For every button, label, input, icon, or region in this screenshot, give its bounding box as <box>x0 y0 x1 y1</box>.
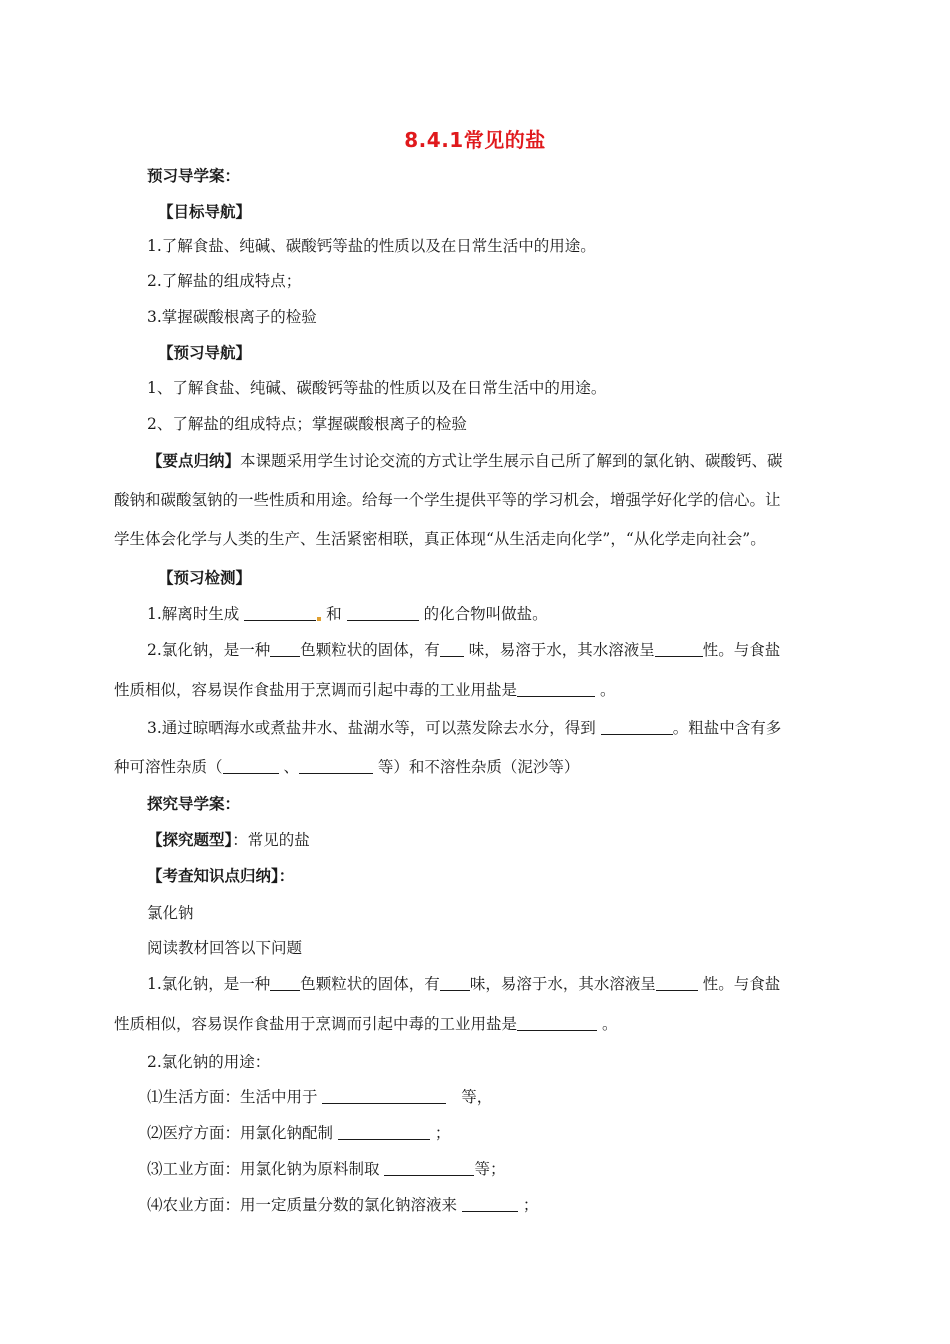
question-text: ； <box>434 1124 451 1142</box>
question-text: 1.解离时生成 <box>147 605 240 623</box>
question-text: 味，易溶于水，其水溶液呈 <box>468 641 655 659</box>
question-text: 和 <box>326 605 342 623</box>
question-text: 种可溶性杂质（ <box>114 758 223 776</box>
answer-blank[interactable] <box>299 757 373 774</box>
question-text: 的化合物叫做盐。 <box>423 605 548 623</box>
knowledge-heading-text: 【考查知识点归纳】 <box>147 867 279 885</box>
answer-blank[interactable] <box>322 1087 446 1104</box>
summary-line <box>147 451 783 471</box>
question-text: 性。与食盐 <box>702 975 781 993</box>
answer-blank[interactable] <box>384 1159 474 1176</box>
goal-heading: 【目标导航】 <box>158 203 252 221</box>
answer-blank[interactable] <box>655 640 703 657</box>
explore-question-2: 2.氯化钠的用途： <box>147 1053 271 1071</box>
page-title: 8.4.1常见的盐 <box>404 128 546 152</box>
answer-blank[interactable] <box>270 640 300 657</box>
question-text: 、 <box>283 758 299 776</box>
answer-blank[interactable] <box>244 604 316 621</box>
answer-blank[interactable] <box>223 757 279 774</box>
use-item-life <box>147 1087 492 1107</box>
read-label: 阅读教材回答以下问题 <box>147 939 303 957</box>
explore-section-label: 探究导学案： <box>147 795 241 813</box>
use-item-agriculture <box>147 1195 538 1215</box>
question-text: 。粗盐中含有多 <box>672 719 782 737</box>
check-question-3-cont <box>114 757 579 777</box>
question-text: 色颗粒状的固体，有 <box>300 975 440 993</box>
summary-heading: 【要点归纳】 <box>147 452 241 470</box>
question-text: ⑶工业方面：用氯化钠为原料制取 <box>147 1160 380 1178</box>
check-heading: 【预习检测】 <box>158 569 252 587</box>
goal-item: 3.掌握碳酸根离子的检验 <box>147 308 317 326</box>
explore-question-1-cont <box>114 1014 617 1034</box>
knowledge-heading <box>147 866 294 886</box>
use-item-medical <box>147 1123 450 1143</box>
check-question-2-cont <box>114 680 615 700</box>
answer-blank[interactable] <box>656 974 698 991</box>
summary-line: 学生体会化学与人类的生产、生活紧密相联，真正体现“从生活走向化学”，“从化学走向社会”。 <box>114 530 766 548</box>
question-text: 味，易溶于水，其水溶液呈 <box>469 975 656 993</box>
answer-blank[interactable] <box>462 1195 518 1212</box>
check-question-2 <box>147 640 780 660</box>
answer-blank[interactable] <box>338 1123 430 1140</box>
question-text: ⑵医疗方面：用氯化钠配制 <box>147 1124 334 1142</box>
answer-blank[interactable] <box>347 604 419 621</box>
knowledge-colon: ： <box>278 867 295 885</box>
check-question-1 <box>147 604 548 624</box>
question-text: 2.氯化钠，是一种 <box>147 641 271 659</box>
question-text: 性质相似，容易误作食盐用于烹调而引起中毒的工业用盐是 <box>114 681 518 699</box>
question-text: 等）和不溶性杂质（泥沙等） <box>377 758 580 776</box>
summary-line: 酸钠和碳酸氢钠的一些性质和用途。给每一个学生提供平等的学习机会，增强学好化学的信心。让 <box>114 491 781 509</box>
goal-item: 1.了解食盐、纯碱、碳酸钙等盐的性质以及在日常生活中的用途。 <box>147 237 596 255</box>
explore-type <box>147 830 310 850</box>
question-text: 等， <box>461 1088 493 1106</box>
summary-text: 本课题采用学生讨论交流的方式让学生展示自己所了解到的氯化钠、碳酸钙、碳 <box>240 452 783 470</box>
question-text: 色颗粒状的固体，有 <box>300 641 440 659</box>
question-text: ⑷农业方面：用一定质量分数的氯化钠溶液来 <box>147 1196 458 1214</box>
use-item-industry <box>147 1159 505 1179</box>
nav-item: 2、了解盐的组成特点；掌握碳酸根离子的检验 <box>147 415 467 433</box>
goal-item: 2.了解盐的组成特点； <box>147 272 302 290</box>
question-text: 性。与食盐 <box>702 641 781 659</box>
explore-question-1 <box>147 974 780 994</box>
question-text: 。 <box>601 1015 618 1033</box>
question-text: 3.通过晾晒海水或煮盐井水、盐湖水等，可以蒸发除去水分，得到 <box>147 719 596 737</box>
question-text: 1.氯化钠，是一种 <box>147 975 271 993</box>
question-text: 性质相似，容易误作食盐用于烹调而引起中毒的工业用盐是 <box>114 1015 518 1033</box>
answer-blank[interactable] <box>440 974 470 991</box>
answer-blank[interactable] <box>270 974 300 991</box>
nacl-label: 氯化钠 <box>147 904 194 922</box>
type-heading: 【探究题型】 <box>147 831 233 849</box>
type-value: ：常见的盐 <box>232 831 310 849</box>
question-text: 。 <box>599 681 616 699</box>
mark-dot <box>317 617 321 621</box>
nav-heading: 【预习导航】 <box>158 344 252 362</box>
answer-blank[interactable] <box>440 640 464 657</box>
check-question-3 <box>147 718 781 738</box>
question-text: ⑴生活方面：生活中用于 <box>147 1088 318 1106</box>
nav-item: 1、了解食盐、纯碱、碳酸钙等盐的性质以及在日常生活中的用途。 <box>147 379 607 397</box>
answer-blank[interactable] <box>517 1014 597 1031</box>
preview-section-label: 预习导学案： <box>147 167 241 185</box>
question-text: 等； <box>474 1160 506 1178</box>
answer-blank[interactable] <box>517 680 595 697</box>
question-text: ； <box>522 1196 539 1214</box>
answer-blank[interactable] <box>601 718 673 735</box>
